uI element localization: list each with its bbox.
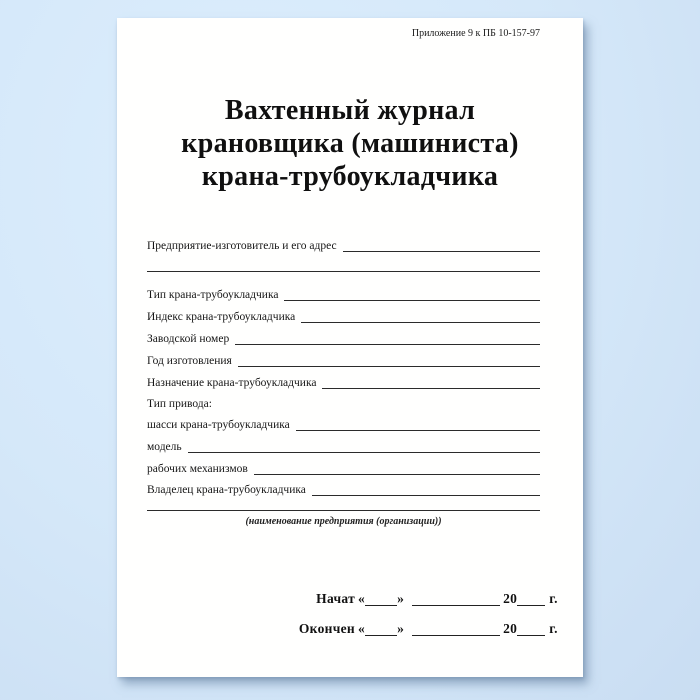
field-label-drive-type: Тип привода: (147, 398, 212, 410)
field-label-factory-number: Заводской номер (147, 333, 230, 345)
field-label-model: модель (147, 441, 182, 453)
field-label-owner: Владелец крана-трубоукладчика (147, 484, 306, 496)
finished-year-suffix: г. (549, 621, 558, 636)
field-row-manufacturer (147, 237, 540, 252)
close-quote: » (397, 621, 405, 636)
field-row-factory-number (147, 330, 540, 345)
owner-name-caption: (наименование предприятия (организации)) (245, 516, 442, 527)
blank-line-manufacturer-continuation (147, 269, 540, 272)
blank-line-crane-index (301, 320, 540, 323)
close-quote: » (397, 591, 405, 606)
field-label-year: Год изготовления (147, 355, 232, 367)
field-row-owner-name (147, 496, 540, 511)
blank-line-manufacturer (343, 249, 540, 252)
open-quote: « (358, 621, 366, 636)
field-label-purpose: Назначение крана-трубоукладчика (147, 377, 317, 389)
field-label-crane-type: Тип крана-трубоукладчика (147, 289, 279, 301)
regulation-reference: Приложение 9 к ПБ 10-157-97 (411, 28, 540, 39)
started-label: Начат (316, 591, 355, 606)
finished-century: 20 (503, 621, 518, 636)
field-row-chassis (147, 416, 540, 431)
blank-line-year (238, 364, 540, 367)
field-row-manufacturer-continuation (147, 257, 540, 272)
blank-line-mechanisms (254, 472, 540, 475)
blank-line-owner-name (147, 508, 540, 511)
title-line-2: крановщика (машиниста) (181, 128, 519, 159)
finished-year-blank (517, 633, 545, 636)
finished-month-blank (412, 633, 500, 636)
blank-line-model (188, 450, 540, 453)
field-row-year (147, 352, 540, 367)
scanned-form-page (117, 18, 583, 677)
started-century: 20 (503, 591, 518, 606)
started-month-blank (412, 603, 500, 606)
field-row-mechanisms (147, 460, 540, 475)
field-row-model (147, 438, 540, 453)
started-year-suffix: г. (549, 591, 558, 606)
started-day-blank (365, 603, 397, 606)
field-label-manufacturer: Предприятие-изготовитель и его адрес (147, 240, 337, 252)
field-label-mechanisms: рабочих механизмов (147, 463, 248, 475)
field-row-drive-type (147, 395, 540, 410)
blank-line-factory-number (235, 342, 540, 345)
title-line-1: Вахтенный журнал (224, 95, 476, 126)
blank-line-chassis (296, 428, 540, 431)
journal-started-row (287, 590, 558, 607)
field-label-crane-index: Индекс крана-трубоукладчика (147, 311, 296, 323)
title-line-3: крана-трубоукладчика (201, 161, 499, 192)
finished-day-blank (365, 633, 397, 636)
open-quote: « (358, 591, 366, 606)
field-row-crane-index (147, 308, 540, 323)
finished-label: Окончен (298, 621, 355, 636)
field-row-owner (147, 481, 540, 496)
field-label-chassis: шасси крана-трубоукладчика (147, 419, 290, 431)
started-year-blank (517, 603, 545, 606)
field-row-purpose (147, 374, 540, 389)
journal-finished-row (287, 620, 558, 637)
blank-line-purpose (322, 386, 540, 389)
document-title (117, 94, 583, 193)
blank-line-crane-type (284, 298, 540, 301)
field-row-crane-type (147, 286, 540, 301)
